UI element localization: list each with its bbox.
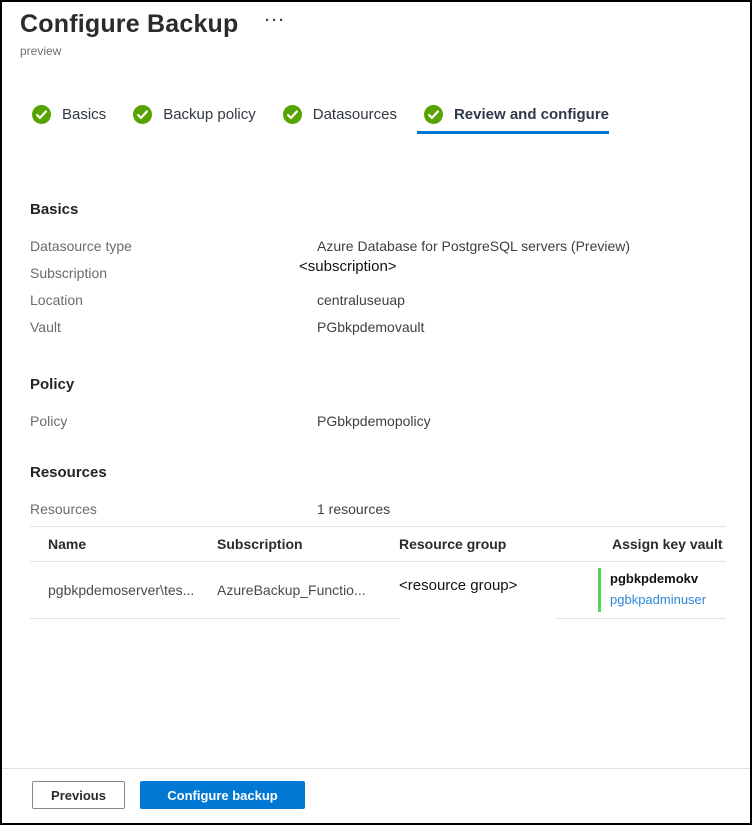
cell-subscription: AzureBackup_Functio... [217, 582, 366, 598]
table-header-row [30, 526, 726, 562]
column-header-assign-key-vault: Assign key vault [612, 536, 723, 552]
policy-value: PGbkpdemopolicy [317, 412, 431, 429]
section-resources [30, 464, 722, 522]
subscription-label: Subscription [30, 264, 108, 281]
tab-review-and-configure-label: Review and configure [453, 106, 610, 123]
column-header-name: Name [48, 536, 87, 552]
more-options-icon[interactable]: ··· [265, 12, 286, 29]
tab-basics-label: Basics [62, 106, 107, 123]
datasource-type-label: Datasource type [30, 237, 132, 254]
resources-label: Resources [30, 500, 97, 517]
wizard-tabs [32, 105, 636, 131]
datasource-type-value: Azure Database for PostgreSQL servers (Preview) [317, 237, 631, 254]
kv-row-vault [30, 313, 722, 340]
resources-count-value: 1 resources [317, 500, 391, 517]
tab-backup-policy[interactable] [133, 105, 256, 131]
tab-basics[interactable] [32, 105, 106, 131]
preview-label: preview [20, 43, 62, 58]
kv-row-datasource-type [30, 232, 722, 259]
cell-name: pgbkpdemoserver\tes... [48, 582, 195, 598]
kv-row-subscription [30, 259, 722, 286]
vault-label: Vault [30, 318, 61, 335]
cell-resource-group: <resource group> [399, 576, 518, 594]
subscription-value: <subscription> [299, 258, 397, 275]
kv-row-policy [30, 407, 722, 434]
previous-button[interactable]: Previous [32, 781, 125, 809]
kv-row-resources-count [30, 495, 722, 522]
section-policy [30, 376, 722, 434]
assigned-key-vault-cell [598, 568, 726, 612]
tab-datasources[interactable] [283, 105, 397, 131]
check-icon [283, 105, 302, 124]
vault-value: PGbkpdemovault [317, 318, 425, 335]
policy-label: Policy [30, 412, 68, 429]
page-title: Configure Backup [20, 10, 239, 38]
basics-heading: Basics [30, 201, 79, 218]
key-vault-admin-user-link[interactable]: pgbkpadminuser [610, 592, 707, 607]
footer-actions [32, 781, 305, 809]
blade-header [20, 8, 239, 58]
check-icon [32, 105, 51, 124]
column-header-resource-group: Resource group [399, 536, 507, 552]
footer-divider [2, 768, 750, 769]
table-row [30, 562, 726, 619]
key-vault-name: pgbkpdemokv [610, 571, 699, 587]
configure-backup-button[interactable]: Configure backup [140, 781, 305, 809]
check-icon [133, 105, 152, 124]
section-basics [30, 201, 722, 340]
column-header-subscription: Subscription [217, 536, 303, 552]
location-label: Location [30, 291, 83, 308]
policy-heading: Policy [30, 376, 75, 393]
redaction-patch [400, 614, 555, 630]
location-value: centraluseuap [317, 291, 405, 308]
tab-review-and-configure[interactable] [424, 105, 609, 131]
tab-backup-policy-label: Backup policy [163, 106, 256, 123]
resources-heading: Resources [30, 464, 107, 481]
tab-datasources-label: Datasources [312, 106, 397, 123]
check-icon [424, 105, 443, 124]
kv-row-location [30, 286, 722, 313]
resources-table [30, 526, 726, 619]
